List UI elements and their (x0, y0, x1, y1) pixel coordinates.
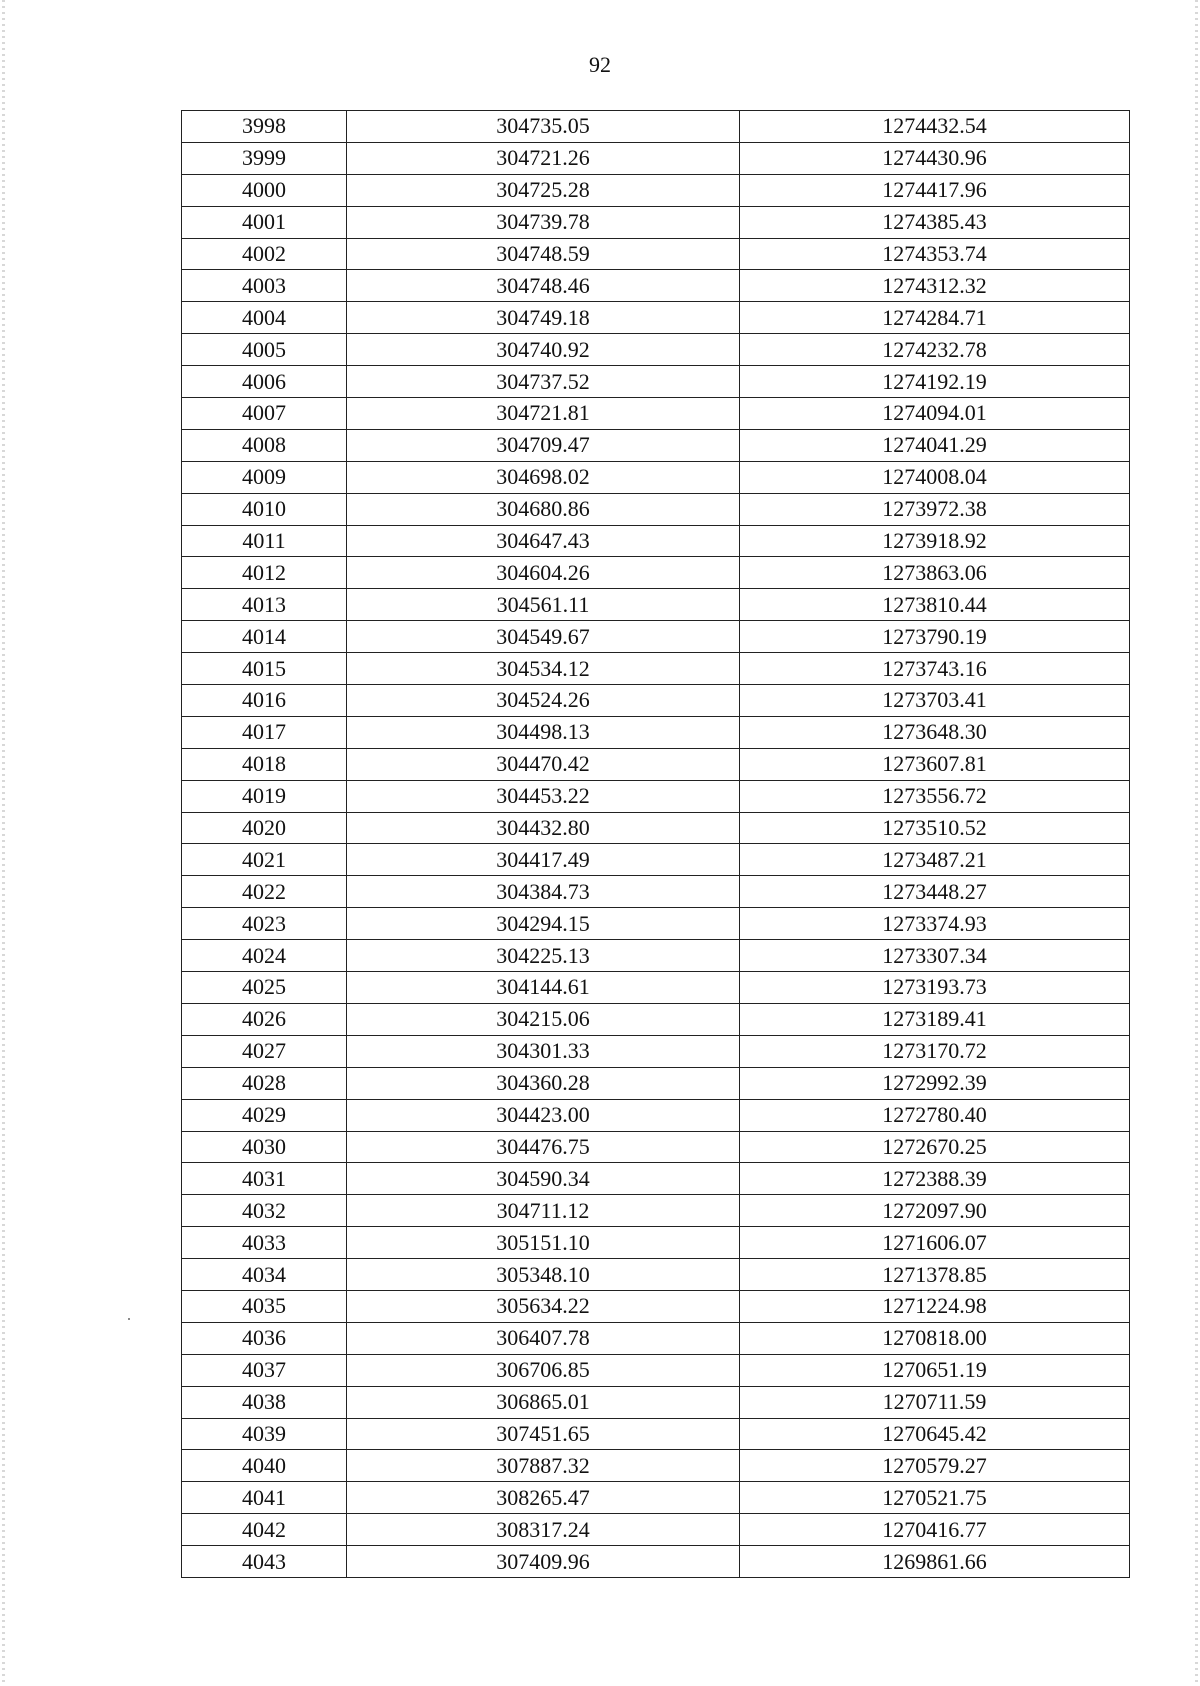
x-coordinate-cell: 304549.67 (347, 621, 740, 653)
point-number-cell: 4001 (182, 206, 347, 238)
table-row (182, 589, 1130, 621)
y-coordinate-cell: 1273648.30 (740, 716, 1130, 748)
x-coordinate-cell: 304735.05 (347, 111, 740, 143)
x-coordinate-cell: 304215.06 (347, 1003, 740, 1035)
table-row (182, 429, 1130, 461)
point-number-cell: 4042 (182, 1514, 347, 1546)
point-number-cell: 4015 (182, 653, 347, 685)
point-number-cell: 4040 (182, 1450, 347, 1482)
table-row (182, 174, 1130, 206)
point-number-cell: 4013 (182, 589, 347, 621)
x-coordinate-cell: 304417.49 (347, 844, 740, 876)
point-number-cell: 4039 (182, 1418, 347, 1450)
y-coordinate-cell: 1273918.92 (740, 525, 1130, 557)
y-coordinate-cell: 1274432.54 (740, 111, 1130, 143)
point-number-cell: 4025 (182, 972, 347, 1004)
y-coordinate-cell: 1272097.90 (740, 1195, 1130, 1227)
table-row (182, 1290, 1130, 1322)
x-coordinate-cell: 304453.22 (347, 780, 740, 812)
table-row (182, 1227, 1130, 1259)
table-row (182, 653, 1130, 685)
table-row (182, 812, 1130, 844)
y-coordinate-cell: 1270416.77 (740, 1514, 1130, 1546)
y-coordinate-cell: 1273487.21 (740, 844, 1130, 876)
table-row (182, 1546, 1130, 1578)
x-coordinate-cell: 304748.59 (347, 238, 740, 270)
x-coordinate-cell: 307451.65 (347, 1418, 740, 1450)
x-coordinate-cell: 304470.42 (347, 748, 740, 780)
point-number-cell: 4026 (182, 1003, 347, 1035)
x-coordinate-cell: 305634.22 (347, 1290, 740, 1322)
point-number-cell: 4035 (182, 1290, 347, 1322)
y-coordinate-cell: 1273863.06 (740, 557, 1130, 589)
table-row (182, 206, 1130, 238)
x-coordinate-cell: 307887.32 (347, 1450, 740, 1482)
y-coordinate-cell: 1273510.52 (740, 812, 1130, 844)
table-row (182, 1322, 1130, 1354)
y-coordinate-cell: 1274232.78 (740, 334, 1130, 366)
y-coordinate-cell: 1271224.98 (740, 1290, 1130, 1322)
x-coordinate-cell: 304498.13 (347, 716, 740, 748)
point-number-cell: 4020 (182, 812, 347, 844)
x-coordinate-cell: 304534.12 (347, 653, 740, 685)
y-coordinate-cell: 1269861.66 (740, 1546, 1130, 1578)
point-number-cell: 4027 (182, 1035, 347, 1067)
table-row (182, 557, 1130, 589)
table-row (182, 1067, 1130, 1099)
y-coordinate-cell: 1273972.38 (740, 493, 1130, 525)
x-coordinate-cell: 304604.26 (347, 557, 740, 589)
table-row (182, 908, 1130, 940)
x-coordinate-cell: 304740.92 (347, 334, 740, 366)
x-coordinate-cell: 304294.15 (347, 908, 740, 940)
x-coordinate-cell: 304476.75 (347, 1131, 740, 1163)
scan-edge-right (1195, 0, 1198, 1686)
x-coordinate-cell: 307409.96 (347, 1546, 740, 1578)
x-coordinate-cell: 304680.86 (347, 493, 740, 525)
point-number-cell: 4007 (182, 398, 347, 430)
x-coordinate-cell: 304225.13 (347, 940, 740, 972)
x-coordinate-cell: 304721.81 (347, 398, 740, 430)
point-number-cell: 4036 (182, 1322, 347, 1354)
y-coordinate-cell: 1270645.42 (740, 1418, 1130, 1450)
x-coordinate-cell: 304739.78 (347, 206, 740, 238)
table-row (182, 238, 1130, 270)
table-row (182, 780, 1130, 812)
y-coordinate-cell: 1274430.96 (740, 142, 1130, 174)
x-coordinate-cell: 305348.10 (347, 1259, 740, 1291)
point-number-cell: 4018 (182, 748, 347, 780)
y-coordinate-cell: 1274353.74 (740, 238, 1130, 270)
point-number-cell: 4028 (182, 1067, 347, 1099)
y-coordinate-cell: 1273448.27 (740, 876, 1130, 908)
point-number-cell: 4008 (182, 429, 347, 461)
point-number-cell: 4024 (182, 940, 347, 972)
y-coordinate-cell: 1274385.43 (740, 206, 1130, 238)
point-number-cell: 4012 (182, 557, 347, 589)
point-number-cell: 4006 (182, 366, 347, 398)
x-coordinate-cell: 308265.47 (347, 1482, 740, 1514)
y-coordinate-cell: 1271378.85 (740, 1259, 1130, 1291)
y-coordinate-cell: 1273743.16 (740, 653, 1130, 685)
point-number-cell: 4003 (182, 270, 347, 302)
table-row (182, 1035, 1130, 1067)
table-row (182, 844, 1130, 876)
table-row (182, 142, 1130, 174)
point-number-cell: 4030 (182, 1131, 347, 1163)
table-row (182, 748, 1130, 780)
y-coordinate-cell: 1270818.00 (740, 1322, 1130, 1354)
y-coordinate-cell: 1273170.72 (740, 1035, 1130, 1067)
y-coordinate-cell: 1274312.32 (740, 270, 1130, 302)
y-coordinate-cell: 1273374.93 (740, 908, 1130, 940)
table-row (182, 1099, 1130, 1131)
point-number-cell: 3998 (182, 111, 347, 143)
scan-speck (128, 1318, 130, 1320)
table-row (182, 876, 1130, 908)
point-number-cell: 4021 (182, 844, 347, 876)
table-row (182, 685, 1130, 717)
y-coordinate-cell: 1272780.40 (740, 1099, 1130, 1131)
table-row (182, 1418, 1130, 1450)
point-number-cell: 4004 (182, 302, 347, 334)
x-coordinate-cell: 306706.85 (347, 1354, 740, 1386)
point-number-cell: 4002 (182, 238, 347, 270)
x-coordinate-cell: 304360.28 (347, 1067, 740, 1099)
table-row (182, 1195, 1130, 1227)
y-coordinate-cell: 1270579.27 (740, 1450, 1130, 1482)
table-row (182, 302, 1130, 334)
x-coordinate-cell: 304301.33 (347, 1035, 740, 1067)
x-coordinate-cell: 304432.80 (347, 812, 740, 844)
y-coordinate-cell: 1274041.29 (740, 429, 1130, 461)
point-number-cell: 4032 (182, 1195, 347, 1227)
point-number-cell: 4005 (182, 334, 347, 366)
table-row (182, 1354, 1130, 1386)
y-coordinate-cell: 1271606.07 (740, 1227, 1130, 1259)
x-coordinate-cell: 306407.78 (347, 1322, 740, 1354)
point-number-cell: 4000 (182, 174, 347, 206)
point-number-cell: 4017 (182, 716, 347, 748)
y-coordinate-cell: 1274008.04 (740, 461, 1130, 493)
point-number-cell: 4033 (182, 1227, 347, 1259)
x-coordinate-cell: 304721.26 (347, 142, 740, 174)
x-coordinate-cell: 304698.02 (347, 461, 740, 493)
point-number-cell: 4022 (182, 876, 347, 908)
point-number-cell: 4014 (182, 621, 347, 653)
point-number-cell: 4037 (182, 1354, 347, 1386)
x-coordinate-cell: 304524.26 (347, 685, 740, 717)
point-number-cell: 3999 (182, 142, 347, 174)
point-number-cell: 4009 (182, 461, 347, 493)
point-number-cell: 4031 (182, 1163, 347, 1195)
point-number-cell: 4010 (182, 493, 347, 525)
x-coordinate-cell: 304749.18 (347, 302, 740, 334)
y-coordinate-cell: 1274094.01 (740, 398, 1130, 430)
point-number-cell: 4041 (182, 1482, 347, 1514)
y-coordinate-cell: 1273607.81 (740, 748, 1130, 780)
table-row (182, 493, 1130, 525)
y-coordinate-cell: 1274284.71 (740, 302, 1130, 334)
x-coordinate-cell: 304711.12 (347, 1195, 740, 1227)
table-row (182, 1003, 1130, 1035)
page-number: 92 (589, 52, 611, 77)
point-number-cell: 4011 (182, 525, 347, 557)
y-coordinate-cell: 1273189.41 (740, 1003, 1130, 1035)
y-coordinate-cell: 1273810.44 (740, 589, 1130, 621)
table-row (182, 1450, 1130, 1482)
y-coordinate-cell: 1270651.19 (740, 1354, 1130, 1386)
table-row (182, 1163, 1130, 1195)
table-row (182, 940, 1130, 972)
x-coordinate-cell: 304384.73 (347, 876, 740, 908)
table-row (182, 1259, 1130, 1291)
y-coordinate-cell: 1274417.96 (740, 174, 1130, 206)
point-number-cell: 4023 (182, 908, 347, 940)
table-row (182, 525, 1130, 557)
table-row (182, 716, 1130, 748)
y-coordinate-cell: 1273556.72 (740, 780, 1130, 812)
table-row (182, 334, 1130, 366)
y-coordinate-cell: 1274192.19 (740, 366, 1130, 398)
table-row (182, 461, 1130, 493)
x-coordinate-cell: 308317.24 (347, 1514, 740, 1546)
y-coordinate-cell: 1272388.39 (740, 1163, 1130, 1195)
x-coordinate-cell: 304725.28 (347, 174, 740, 206)
x-coordinate-cell: 304709.47 (347, 429, 740, 461)
y-coordinate-cell: 1273790.19 (740, 621, 1130, 653)
point-number-cell: 4038 (182, 1386, 347, 1418)
point-number-cell: 4043 (182, 1546, 347, 1578)
point-number-cell: 4016 (182, 685, 347, 717)
table-row (182, 1131, 1130, 1163)
table-row (182, 111, 1130, 143)
table-row (182, 972, 1130, 1004)
coordinate-table-body (182, 111, 1130, 1578)
scan-edge-left (2, 0, 5, 1686)
y-coordinate-cell: 1273703.41 (740, 685, 1130, 717)
y-coordinate-cell: 1270711.59 (740, 1386, 1130, 1418)
x-coordinate-cell: 304423.00 (347, 1099, 740, 1131)
y-coordinate-cell: 1270521.75 (740, 1482, 1130, 1514)
x-coordinate-cell: 306865.01 (347, 1386, 740, 1418)
x-coordinate-cell: 304590.34 (347, 1163, 740, 1195)
x-coordinate-cell: 304144.61 (347, 972, 740, 1004)
x-coordinate-cell: 304561.11 (347, 589, 740, 621)
table-row (182, 366, 1130, 398)
y-coordinate-cell: 1272992.39 (740, 1067, 1130, 1099)
x-coordinate-cell: 304647.43 (347, 525, 740, 557)
point-number-cell: 4029 (182, 1099, 347, 1131)
table-row (182, 621, 1130, 653)
point-number-cell: 4019 (182, 780, 347, 812)
y-coordinate-cell: 1273307.34 (740, 940, 1130, 972)
x-coordinate-cell: 304748.46 (347, 270, 740, 302)
table-row (182, 1514, 1130, 1546)
x-coordinate-cell: 304737.52 (347, 366, 740, 398)
y-coordinate-cell: 1272670.25 (740, 1131, 1130, 1163)
table-row (182, 1482, 1130, 1514)
y-coordinate-cell: 1273193.73 (740, 972, 1130, 1004)
table-row (182, 1386, 1130, 1418)
x-coordinate-cell: 305151.10 (347, 1227, 740, 1259)
table-row (182, 398, 1130, 430)
point-number-cell: 4034 (182, 1259, 347, 1291)
coordinate-table (181, 110, 1130, 1578)
table-row (182, 270, 1130, 302)
